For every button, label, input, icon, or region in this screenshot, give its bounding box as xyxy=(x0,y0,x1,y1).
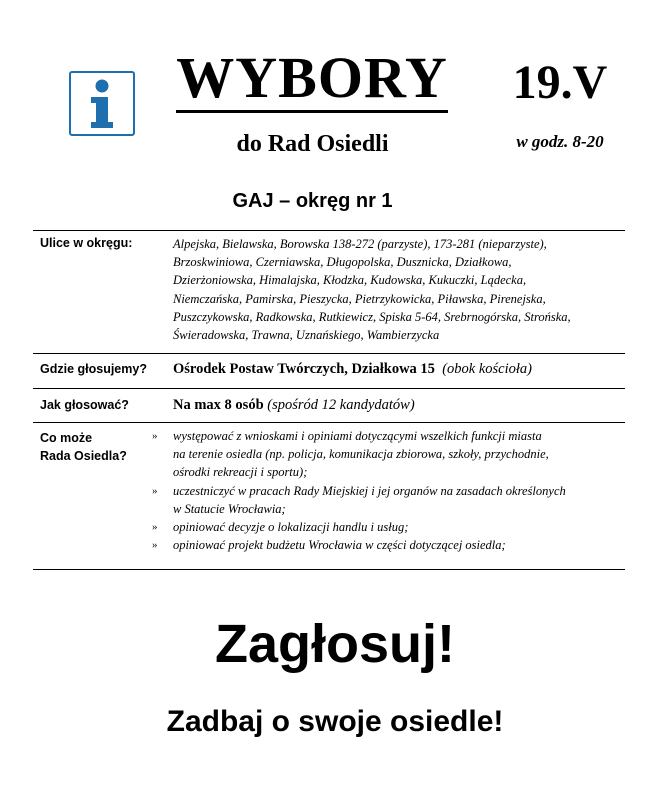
duty-line: uczestniczyć w pracach Rady Miejskiej i jej organów na zasadach określonych xyxy=(173,483,566,498)
how-to-vote-note: (spośród 12 kandydatów) xyxy=(267,397,415,413)
call-to-action-subtitle: Zadbaj o swoje osiedle! xyxy=(166,705,504,738)
how-to-vote xyxy=(173,394,623,416)
info-icon xyxy=(69,71,135,136)
bullet-icon: » xyxy=(152,484,158,497)
duty-line: ośrodki rekreacji i sportu); xyxy=(173,465,308,480)
list-item xyxy=(150,536,620,554)
streets-line: Niemczańska, Pamirska, Pieszycka, Pietrzykowicka, Piławska, Pirenejska, xyxy=(173,291,546,306)
list-item xyxy=(150,518,620,536)
bullet-icon: » xyxy=(152,521,158,534)
divider xyxy=(33,353,625,354)
election-date: 19.V xyxy=(512,56,608,109)
bullet-icon: » xyxy=(152,539,158,552)
duty-line: na terenie osiedla (np. policja, komunikacja zbiorowa, szkoły, przychodnie, xyxy=(173,447,549,462)
streets-label: Ulice w okręgu: xyxy=(40,236,133,250)
duty-line: opiniować projekt budżetu Wrocławia w części dotyczącej osiedla; xyxy=(173,538,506,553)
duties-label-line2: Rada Osiedla? xyxy=(40,449,127,463)
divider xyxy=(33,388,625,389)
poster-subtitle: do Rad Osiedli xyxy=(236,131,389,157)
how-label: Jak głosować? xyxy=(40,398,129,412)
divider xyxy=(33,230,625,231)
streets-line: Dzierżoniowska, Himalajska, Kłodzka, Kudowska, Kukuczki, Lądecka, xyxy=(173,273,527,288)
streets-line: Puszczykowska, Radkowska, Rutkiewicz, Spiska 5-64, Srebrnogórska, Strońska, xyxy=(173,309,571,324)
call-to-action: Zagłosuj! xyxy=(215,614,455,674)
poster-title xyxy=(172,45,452,111)
polling-place-note: (obok kościoła) xyxy=(442,361,532,377)
list-item xyxy=(150,427,620,482)
duties-label-line1: Co może xyxy=(40,431,93,445)
divider xyxy=(33,569,625,570)
streets-line: Alpejska, Bielawska, Borowska 138-272 (parzyste), 173-281 (nieparzyste), xyxy=(173,237,547,251)
polling-place-address: Ośrodek Postaw Twórczych, Działkowa 15 xyxy=(173,361,435,377)
district-heading: GAJ – okręg nr 1 xyxy=(232,190,393,212)
info-icon-glyph xyxy=(71,73,133,134)
list-item xyxy=(150,482,620,518)
streets-line: Brzoskwiniowa, Czerniawska, Długopolska, Dusznicka, Działkowa, xyxy=(173,255,512,270)
streets-line: Świeradowska, Trawna, Uznańskiego, Wambierzycka xyxy=(173,328,440,343)
streets-list xyxy=(173,235,623,344)
duty-line: w Statucie Wrocławia; xyxy=(173,501,286,516)
polling-place xyxy=(173,358,623,380)
how-to-vote-max: Na max 8 osób xyxy=(173,397,264,413)
poster-title-text: WYBORY xyxy=(176,45,447,113)
where-label: Gdzie głosujemy? xyxy=(40,362,147,376)
council-duties-list xyxy=(150,427,620,554)
bullet-icon: » xyxy=(152,430,158,442)
duty-line: występować z wnioskami i opiniami dotyczącymi wszelkich funkcji miasta xyxy=(173,429,542,443)
voting-hours: w godz. 8-20 xyxy=(516,132,604,151)
divider xyxy=(33,422,625,423)
duty-line: opiniować decyzje o lokalizacji handlu i usług; xyxy=(173,520,409,535)
